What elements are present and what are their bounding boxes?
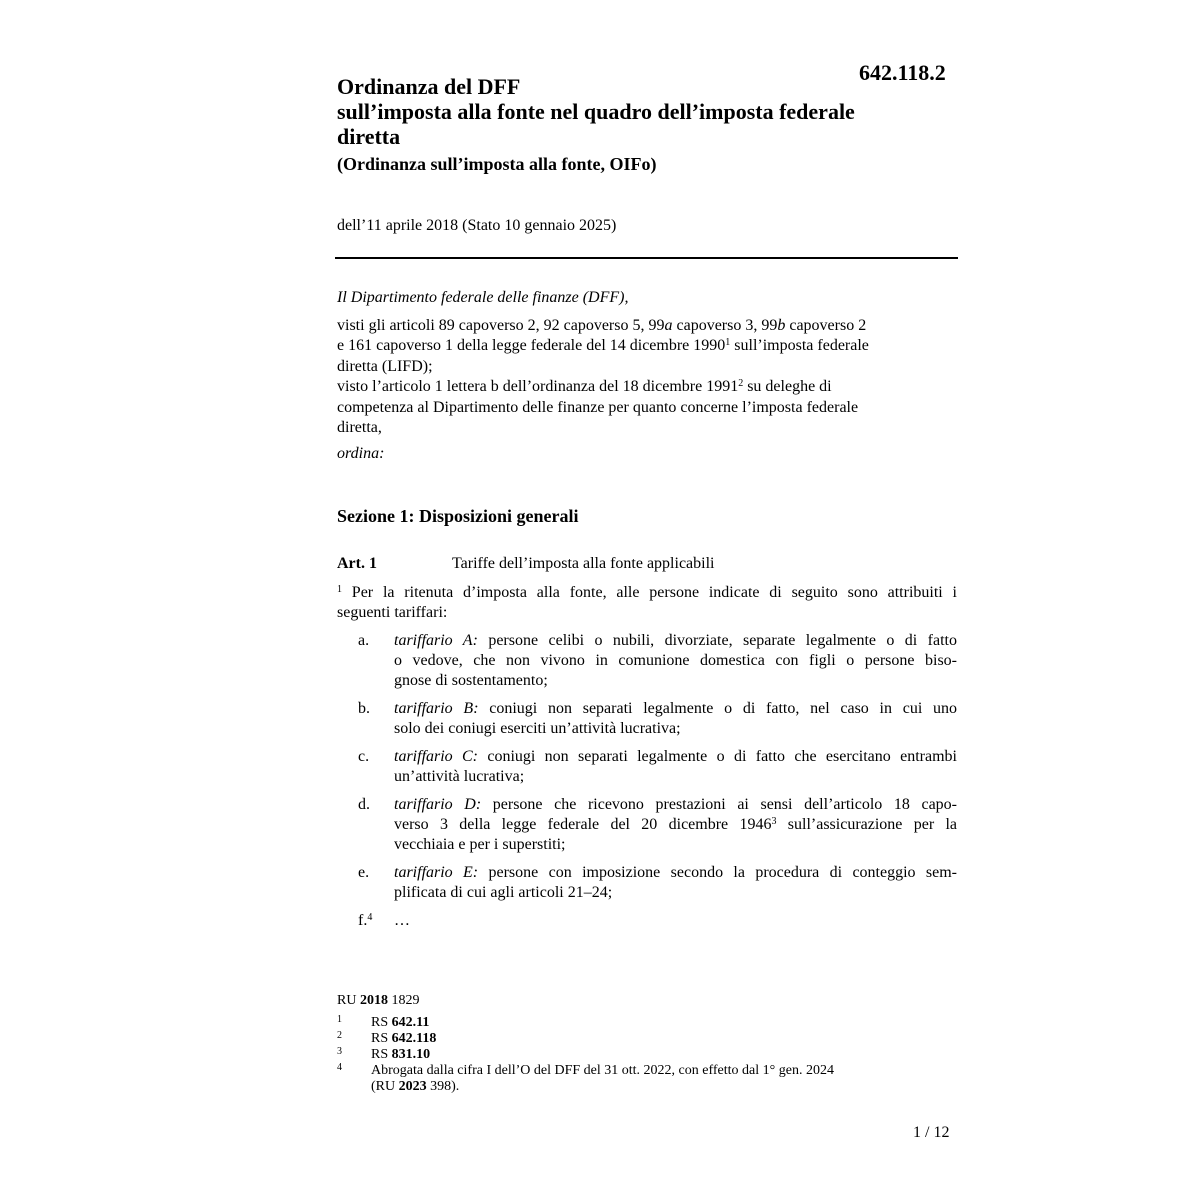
footnote bbox=[337, 1031, 957, 1047]
text-segment: b bbox=[777, 316, 786, 334]
preamble-ordina: ordina: bbox=[337, 444, 385, 462]
title-line: Ordinanza del DFF bbox=[337, 74, 521, 99]
text-segment: e 161 capoverso 1 della legge federale del 14 dicembre 1990 bbox=[337, 337, 726, 354]
source-reference bbox=[337, 993, 419, 1009]
text-segment: persone con imposizione secondo la procedura di conteggio sem- bbox=[478, 864, 957, 881]
title-line: diretta bbox=[337, 124, 401, 149]
footnote-ref[interactable]: 1 bbox=[725, 337, 731, 348]
text-segment: f. bbox=[358, 912, 368, 929]
document-subtitle: (Ordinanza sull’imposta alla fonte, OIFo) bbox=[337, 154, 657, 174]
document-title bbox=[337, 74, 957, 149]
list-item bbox=[337, 863, 957, 903]
title-line: sull’imposta alla fonte nel quadro dell’imposta federale bbox=[337, 99, 855, 124]
list-marker: d. bbox=[358, 796, 370, 813]
text-segment: 2023 bbox=[398, 1079, 427, 1094]
preamble-authority: Il Dipartimento federale delle finanze (DFF), bbox=[337, 289, 629, 306]
tariff-label: tariffario C: bbox=[394, 748, 479, 765]
footnote-number: 1 bbox=[337, 1014, 342, 1025]
preamble-line: competenza al Dipartimento delle finanze per quanto concerne l’imposta federale bbox=[337, 398, 859, 416]
preamble-line: diretta, bbox=[337, 419, 382, 436]
text-segment: su deleghe di bbox=[743, 378, 832, 395]
text-segment: persone che ricevono prestazioni ai sensi dell’articolo 18 capo- bbox=[481, 796, 957, 813]
item-line bbox=[394, 863, 957, 883]
text-segment: capoverso 2 bbox=[785, 316, 867, 334]
item-line bbox=[394, 747, 957, 767]
list-marker bbox=[358, 911, 372, 931]
footnote-text bbox=[371, 1079, 957, 1095]
text-segment: RS bbox=[371, 1047, 392, 1062]
text-segment: sull’imposta federale bbox=[730, 337, 869, 354]
footnote-text: Abrogata dalla cifra I dell’O del DFF del 31 ott. 2022, con effetto dal 1° gen. 2024 bbox=[371, 1063, 834, 1078]
list-item bbox=[337, 631, 957, 691]
item-line: o vedove, che non vivono in comunione domestica con figli o persone biso- bbox=[394, 652, 957, 669]
list-marker: c. bbox=[358, 748, 370, 765]
footnote-ref[interactable]: 3 bbox=[771, 816, 777, 827]
tariff-label: tariffario D: bbox=[394, 796, 482, 813]
preamble bbox=[337, 288, 957, 464]
list-item bbox=[337, 747, 957, 787]
page-number: 1 / 12 bbox=[913, 1124, 950, 1141]
document-date: dell’11 aprile 2018 (Stato 10 gennaio 2025) bbox=[337, 217, 617, 234]
sr-number: 642.118.2 bbox=[859, 60, 946, 85]
text-segment: 642.118 bbox=[391, 1031, 437, 1046]
text-segment: RS bbox=[371, 1031, 392, 1046]
text-segment: (RU bbox=[371, 1079, 399, 1094]
article-paragraph bbox=[337, 583, 957, 623]
footnote-number: 2 bbox=[337, 1030, 342, 1041]
header-divider bbox=[335, 257, 958, 259]
item-line bbox=[394, 699, 957, 719]
tariff-label: tariffario E: bbox=[394, 864, 479, 881]
list-item bbox=[337, 699, 957, 739]
footnote-text bbox=[371, 1015, 957, 1031]
list-marker: b. bbox=[358, 700, 370, 717]
text-segment: a bbox=[664, 316, 673, 334]
list-item bbox=[337, 795, 957, 855]
item-line: solo dei coniugi eserciti un’attività lucrativa; bbox=[394, 720, 681, 737]
article-number: Art. 1 bbox=[337, 555, 377, 572]
article-title: Tariffe dell’imposta alla fonte applicabili bbox=[452, 555, 715, 572]
paragraph-number: 1 bbox=[337, 584, 342, 595]
item-line bbox=[394, 815, 957, 835]
footnote-number: 4 bbox=[337, 1062, 342, 1073]
text-segment: RU bbox=[337, 993, 360, 1008]
preamble-line bbox=[337, 377, 957, 398]
text-segment: persone celibi o nubili, divorziate, separate legalmente o di fatto bbox=[477, 632, 957, 649]
tariff-label: tariffario B: bbox=[394, 700, 479, 717]
item-line: vecchiaia e per i superstiti; bbox=[394, 836, 566, 853]
footnote bbox=[337, 1015, 957, 1031]
text-segment: coniugi non separati legalmente o di fatto che esercitano entrambi bbox=[478, 748, 957, 765]
paragraph-line: seguenti tariffari: bbox=[337, 604, 448, 621]
item-line: un’attività lucrativa; bbox=[394, 768, 525, 785]
footnote-ref[interactable]: 2 bbox=[738, 378, 744, 389]
footnote-ref[interactable]: 4 bbox=[367, 912, 373, 923]
footnote-text bbox=[371, 1031, 957, 1047]
section-heading: Sezione 1: Disposizioni generali bbox=[337, 506, 579, 526]
item-line bbox=[394, 795, 957, 815]
footnote-number: 3 bbox=[337, 1046, 342, 1057]
footnote bbox=[337, 1047, 957, 1063]
text-segment: 831.10 bbox=[391, 1047, 431, 1062]
item-line bbox=[394, 631, 957, 651]
footnote-text bbox=[371, 1047, 957, 1063]
preamble-line: diretta (LIFD); bbox=[337, 357, 433, 375]
text-segment: 2018 bbox=[359, 993, 388, 1008]
item-line: … bbox=[394, 912, 410, 929]
footnotes bbox=[337, 1015, 957, 1095]
text-segment: RS bbox=[371, 1015, 392, 1030]
tariff-list bbox=[337, 631, 957, 939]
text-segment: capoverso 3, 99 bbox=[672, 316, 778, 334]
paragraph-line bbox=[337, 583, 957, 603]
item-line: gnose di sostentamento; bbox=[394, 672, 548, 689]
text-segment: Per la ritenuta d’imposta alla fonte, alle persone indicate di seguito sono attribuiti i bbox=[342, 584, 957, 601]
list-marker: e. bbox=[358, 864, 370, 881]
tariff-label: tariffario A: bbox=[394, 632, 478, 649]
item-line: plificata di cui agli articoli 21–24; bbox=[394, 884, 613, 901]
footnote bbox=[337, 1063, 957, 1095]
text-segment: visti gli articoli 89 capoverso 2, 92 capoverso 5, 99 bbox=[337, 316, 665, 334]
text-segment: 1829 bbox=[387, 993, 420, 1008]
text-segment: coniugi non separati legalmente o di fatto, nel caso in cui uno bbox=[478, 700, 957, 717]
preamble-line bbox=[337, 336, 957, 357]
list-item bbox=[337, 911, 957, 931]
text-segment: visto l’articolo 1 lettera b dell’ordinanza del 18 dicembre 1991 bbox=[337, 378, 739, 395]
preamble-line bbox=[337, 316, 957, 337]
text-segment: 398). bbox=[426, 1079, 460, 1094]
text-segment: sull’assicurazione per la bbox=[776, 816, 957, 833]
text-segment: verso 3 della legge federale del 20 dicembre 1946 bbox=[394, 816, 772, 833]
list-marker: a. bbox=[358, 632, 370, 649]
text-segment: 642.11 bbox=[391, 1015, 430, 1030]
